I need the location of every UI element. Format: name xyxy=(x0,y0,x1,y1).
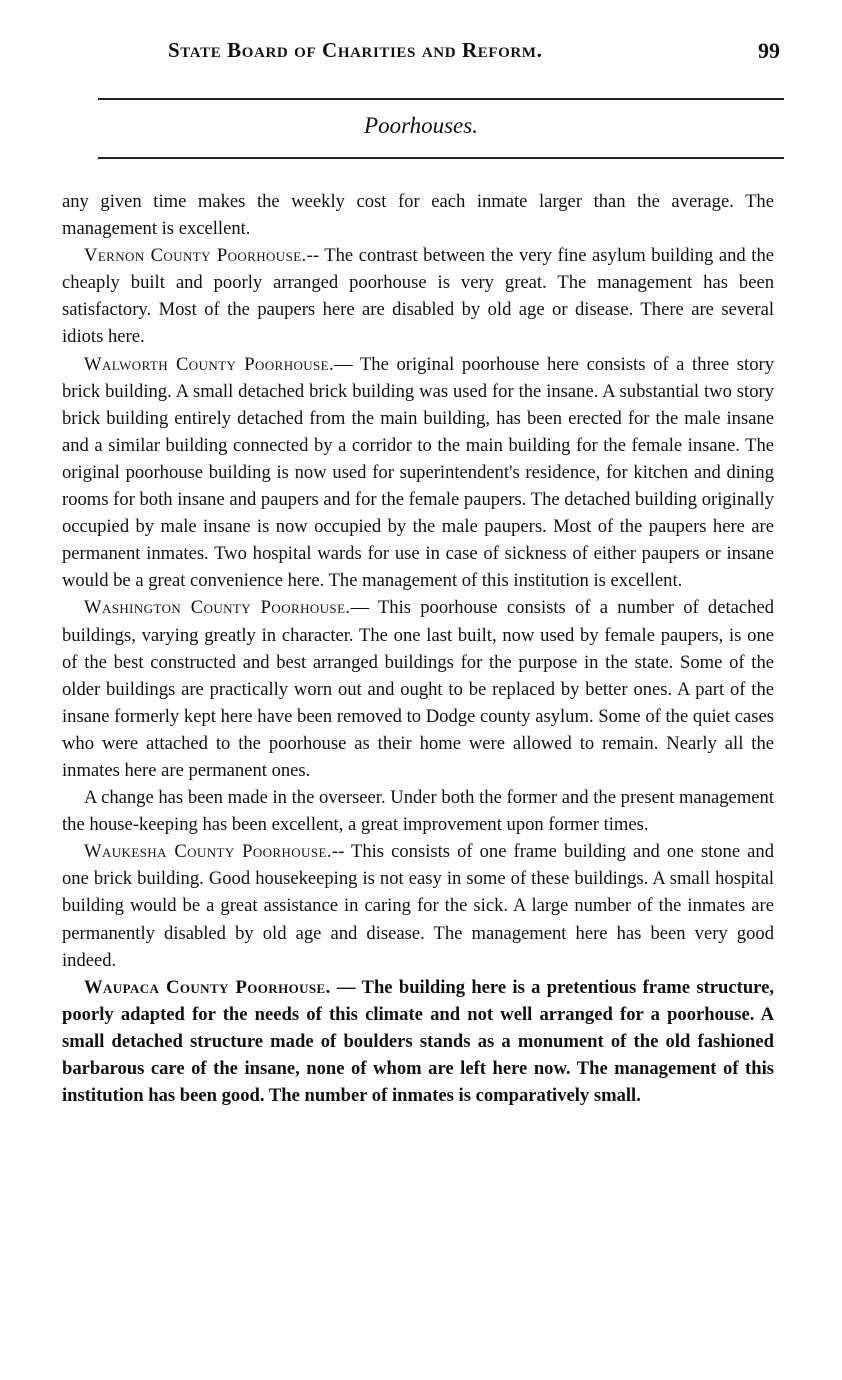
bottom-rule xyxy=(98,157,784,159)
paragraph-text: any given time makes the weekly cost for each inmate larger than the average. The management is excellent. xyxy=(62,191,774,240)
paragraph-text: — The building here is a pretentious frame structure, poorly adapted for the needs of this climate and not well arranged for a poorhouse. A small detached structure made of boulders stands as a monument of the old fashioned barbarous care of the insane, none of whom are left here now. The management of this institution has been good. The number of inmates is comparatively small. xyxy=(62,976,774,1107)
paragraph-vernon xyxy=(62,242,774,350)
paragraph-waupaca xyxy=(62,974,774,1109)
paragraph-lead: Waukesha County Poorhouse. xyxy=(84,841,332,863)
paragraph-text: — This poorhouse consists of a number of detached buildings, varying greatly in character. The one last built, now used by female paupers, is one of the best constructed and best arranged buildings for the purpose in the state. Some of the older buildings are practically worn out and ought to be replaced by better ones. A part of the insane formerly kept here have been removed to Dodge county asylum. Some of the quiet cases who were attached to the poorhouse as their home were allowed to remain. Nearly all the inmates here are permanent ones. xyxy=(62,597,775,781)
paragraph-lead: Washington County Poorhouse. xyxy=(84,597,351,619)
running-title: State Board of Charities and Reform. xyxy=(168,38,543,62)
paragraph-text: -- The contrast between the very fine asylum building and the cheaply built and poorly arranged poorhouse is very great. The management has been satisfactory. Most of the paupers here are disabled by old age or disease. There are several idiots here. xyxy=(62,245,774,348)
paragraph-text: -- This consists of one frame building and one stone and one brick building. Good housekeeping is not easy in some of these buildings. A small hospital building would be a great assistance in caring for the sick. A large number of the inmates are permanently disabled by old age and disease. The management here has been very good indeed. xyxy=(62,841,775,971)
paragraph-lead: Vernon County Poorhouse. xyxy=(84,245,307,267)
paragraph-text: — The original poorhouse here consists of a three story brick building. A small detached brick building was used for the insane. A substantial two story brick building entirely detached from the main building, has been erected for the male insane and a similar building connected by a corridor to the main building for the female insane. The original poorhouse building is now used for superintendent's residence, for kitchen and dining rooms for both insane and paupers and for the female paupers. The detached building originally occupied by male insane is now occupied by the male paupers. Most of the paupers here are permanent inmates. Two hospital wards for use in case of sickness of either paupers or insane would be a great convenience here. The management of this institution is excellent. xyxy=(62,353,774,592)
running-head xyxy=(0,38,842,68)
paragraph-walworth xyxy=(62,351,774,595)
section-title: Poorhouses. xyxy=(364,113,478,138)
paragraph-text: A change has been made in the overseer. Under both the former and the present management the house-keeping has been excellent, a great improvement upon former times. xyxy=(62,787,774,836)
paragraph-washington xyxy=(62,594,774,784)
paragraph-waukesha xyxy=(62,838,774,973)
paragraph-continuation xyxy=(62,188,774,242)
top-rule xyxy=(98,98,784,100)
paragraph-lead: Walworth County Poorhouse. xyxy=(84,353,335,375)
body-text xyxy=(62,188,774,1109)
page-number: 99 xyxy=(758,38,780,63)
paragraph-lead: Waupaca County Poorhouse. xyxy=(84,976,331,998)
paragraph-overseer xyxy=(62,784,774,838)
